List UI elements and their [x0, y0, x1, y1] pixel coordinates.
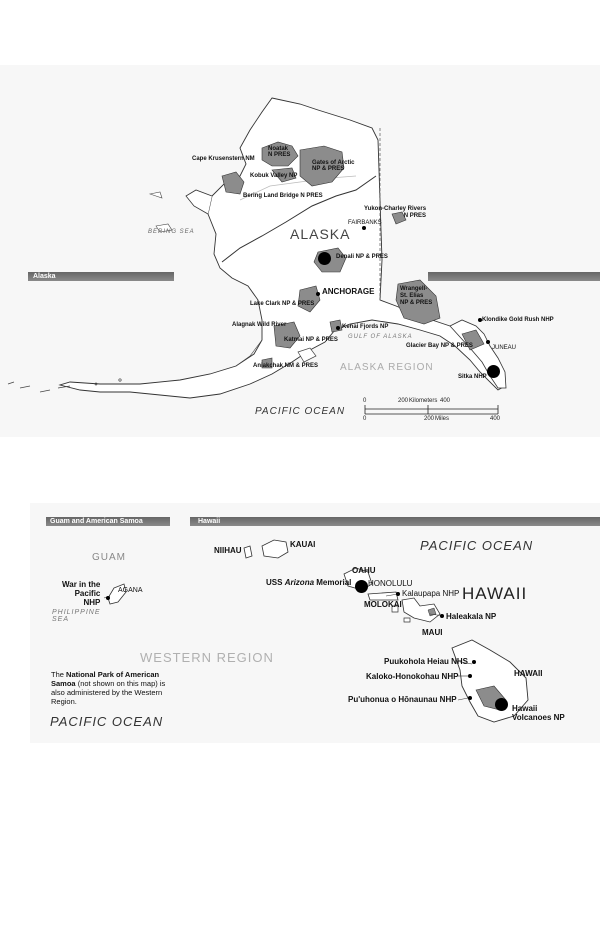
hawaii-band-label: Hawaii: [198, 518, 221, 525]
scale-mi-start: 0: [363, 416, 367, 422]
scale-mi-mid: 200: [424, 416, 435, 422]
park-bering-land: Bering Land Bridge N PRES: [243, 193, 323, 199]
scale-mi-end: 400: [490, 416, 501, 422]
kalaupapa-marker: [396, 592, 400, 596]
island-niihau: NIIHAU: [214, 546, 242, 555]
island-kauai: KAUAI: [290, 540, 316, 549]
guam-pacific-ocean: PACIFIC OCEAN: [50, 714, 164, 729]
park-wrangell: Wrangell- St. Elias NP & PRES: [400, 286, 433, 306]
kauai-island: [262, 540, 288, 558]
park-katmai: Katmai NP & PRES: [284, 337, 338, 343]
city-juneau: JUNEAU: [492, 345, 517, 351]
city-anchorage: ANCHORAGE: [322, 287, 375, 296]
alaska-title: ALASKA: [290, 226, 351, 242]
guam-park-marker: [106, 596, 110, 600]
city-fairbanks: FAIRBANKS: [348, 220, 382, 226]
uss-arizona-marker: [355, 580, 368, 593]
scale-km-end: 400: [440, 398, 451, 404]
park-klondike: Klondike Gold Rush NHP: [482, 317, 554, 323]
scale-km-mid: 200: [398, 398, 409, 404]
guam-city: AGANA: [118, 587, 143, 594]
park-lake-clark: Lake Clark NP & PRES: [250, 301, 315, 307]
park-kaloko: Kaloko-Honokohau NHP: [366, 672, 459, 681]
guam-park: War in the Pacific NHP: [62, 580, 101, 607]
gulf-of-alaska-label: GULF OF ALASKA: [348, 334, 413, 340]
guam-title: GUAM: [92, 552, 126, 563]
puukohola-marker: [472, 660, 476, 664]
park-volcanoes: Hawaii Volcanoes NP: [512, 704, 565, 722]
niihau-island: [244, 546, 252, 558]
island-hawaii: HAWAII: [514, 669, 543, 678]
samoa-note: The National Park of American Samoa (not shown on this map) is also administered by the Western Region.: [51, 670, 166, 706]
hawaii-title: HAWAII: [462, 584, 528, 603]
park-gates-arctic: Gates of Arctic NP & PRES: [312, 160, 355, 172]
park-cape-krusenstern: Cape Krusenstern NM: [192, 156, 255, 162]
park-puuhonua: Pu'uhonua o Hōnaunau NHP: [348, 695, 457, 704]
park-denali: Denali NP & PRES: [336, 254, 388, 260]
park-kenai: Kenai Fjords NP: [342, 324, 389, 330]
alaska-band-label: Alaska: [33, 273, 56, 280]
park-kobuk: Kobuk Valley NP: [250, 173, 298, 179]
island-molokai: MOLOKAI: [364, 600, 402, 609]
puuhonua-marker: [468, 696, 472, 700]
bering-sea-label: BERING SEA: [148, 229, 195, 235]
scale-km-label: Kilometers: [409, 398, 438, 404]
volcanoes-marker: [495, 698, 508, 711]
park-alagnak: Alagnak Wild River: [232, 322, 287, 328]
island-maui: MAUI: [422, 628, 443, 637]
scale-km-start: 0: [363, 398, 367, 404]
park-haleakala: Haleakala NP: [446, 612, 497, 621]
island-oahu: OAHU: [352, 566, 376, 575]
park-aniakchak: Aniakchak NM & PRES: [253, 363, 319, 369]
scale-mi-label: Miles: [435, 416, 450, 422]
park-kalaupapa: Kalaupapa NHP: [402, 589, 460, 598]
western-region-name: WESTERN REGION: [140, 650, 274, 665]
alaska-region-name: ALASKA REGION: [340, 362, 434, 373]
park-sitka: Sitka NHP: [458, 374, 487, 380]
park-puukohola: Puukohola Heiau NHS: [384, 657, 469, 666]
philippine-sea-label: PHILIPPINE SEA: [52, 609, 101, 623]
haleakala-marker: [440, 614, 444, 618]
park-noatak: Noatak N PRES: [268, 146, 291, 158]
city-honolulu: HONOLULU: [368, 579, 413, 588]
park-uss-arizona: USS Arizona Memorial: [266, 578, 352, 587]
guam-band-label: Guam and American Samoa: [50, 518, 143, 525]
kaloko-marker: [468, 674, 472, 678]
park-yukon-charley: Yukon-Charley Rivers N PRES: [364, 206, 427, 219]
alaska-pacific-ocean: PACIFIC OCEAN: [255, 406, 346, 417]
park-glacier-bay: Glacier Bay NP & PRES: [406, 343, 473, 349]
molokai-island: [368, 592, 398, 600]
hawaii-pacific-ocean: PACIFIC OCEAN: [420, 538, 534, 553]
